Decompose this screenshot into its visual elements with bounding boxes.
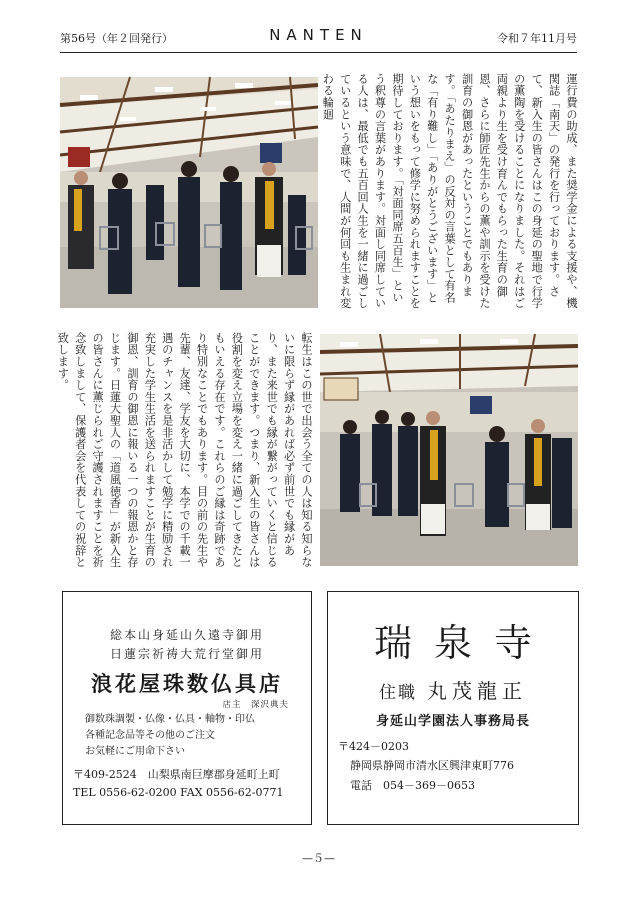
article-column-2: 転生はこの世で出会う全ての人は知る知らないに限らず縁があれば必ず前世でも縁があり、また来世でも縁が繋がっていくと信じることができます。つまり、新入生の皆さんは役割を変え立場を変え一緒に過ごしてきたともいえる存在です。これらのご縁は奇跡であり特別なことでもあります。目の前の先生や先輩、友達、学友を大切に、本学での千載一遇のチャンスを是非活かして勉学に精励され充実した学生生活を送られますことが生育の御恩、訓育の御恩に報いる一つの報恩かと存じます。日蓮大聖人の「道風徳香」が新入生の皆さんに薫じられご守護されますことを祈念致しまして、保護者会を代表しての祝辞と致します。: [56, 332, 313, 568]
ad-temple-name: 瑞泉寺: [373, 621, 554, 665]
ad-shop-service-2: 各種記念品等その他のご注文: [85, 730, 215, 741]
issue-number: 第56号（年２回発行）: [60, 32, 173, 45]
ad-temple: [327, 591, 579, 825]
photo-ceremony-1-icon: [60, 77, 318, 308]
photo-ceremony-2-icon: [320, 334, 578, 566]
ad-shop-tel: TEL 0556-62-0200 FAX 0556-62-0771: [73, 786, 284, 799]
ad-shop-address: 〒409-2524 山梨県南巨摩郡身延町上町: [73, 768, 280, 781]
ad-shop-appointment-1: 総本山身延山久遠寺御用: [109, 628, 264, 642]
page-number: —５—: [302, 852, 335, 865]
ad-temple-role: 住職: [379, 683, 417, 703]
ceremony-photo-2: [320, 334, 578, 566]
masthead: NANTEN: [269, 26, 368, 44]
header-rule: [60, 52, 577, 53]
ad-shop-service-3: お気軽にご用命下さい: [85, 746, 185, 757]
ad-shop-services: [85, 712, 255, 760]
ad-temple-phone: 電話 054－369－0653: [350, 779, 475, 792]
ad-butsugu-shop: [62, 591, 312, 825]
ad-temple-address: 静岡県静岡市清水区興津東町776: [350, 759, 514, 772]
ad-temple-zip: 〒424－0203: [338, 740, 409, 753]
ad-temple-org: 身延山学園法人事務局長: [375, 714, 530, 729]
ad-shop-owner: 店主 深沢典夫: [222, 700, 289, 710]
article-column-1: 運行費の助成、また奨学金による支援や、機関誌「南天」の発行を行っております。さて、新入生の皆さんはこの身延の聖地で行学の薫陶を受けることになりました。それはご両親より生を受け育んでもらった生育の御恩、さらに師匠先生からの薫や訓示を受けた訓育の御恩があったということでもあります。「あたりまえ」の反対の言葉として有名な「有り難し」「ありがとうございます」という想いをもって修学に努められますことを期待しております。「対面同席五百生」という釈尊の言葉があります。対面し同席している人は、最低でも五百回人生を一緒に過ごしているという意味で、人間が何回も生まれ変わる輪廻: [321, 73, 578, 309]
issue-date: 令和７年11月号: [497, 32, 577, 45]
ad-shop-appointment-2: 日蓮宗祈祷大荒行堂御用: [109, 647, 264, 661]
ad-shop-name: 浪花屋珠数仏具店: [91, 671, 283, 696]
ad-shop-service-1: 御数珠調製・仏像・仏具・軸物・印仏: [85, 714, 255, 725]
ceremony-photo-1: [60, 77, 318, 308]
page-header: [60, 26, 577, 50]
ad-temple-role-line: [328, 675, 578, 704]
ad-temple-person: 丸茂龍正: [427, 679, 527, 703]
